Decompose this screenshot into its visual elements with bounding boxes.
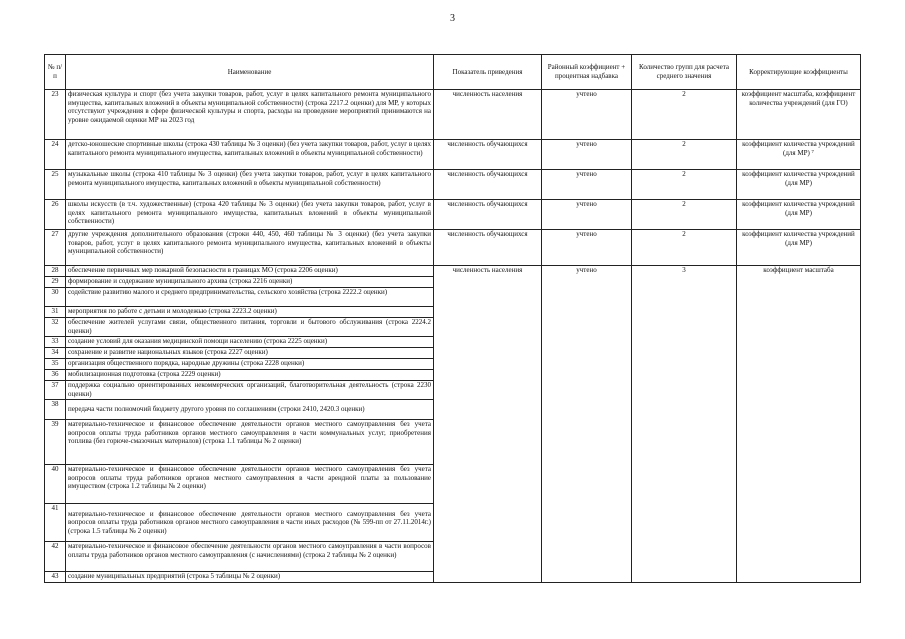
row-num: 39 — [45, 420, 66, 465]
header-indicator: Показатель приведения — [434, 55, 542, 90]
row-coefficient: учтено — [542, 230, 632, 266]
row-name: детско-юношеские спортивные школы (строка 430 таблицы № 3 оценки) (без учета закупки товаров, работ, услуг в целях капитального ремонта муниципального имущества, капитальных вложений в объекты муниципальной собственности) — [66, 140, 434, 170]
row-num: 36 — [45, 370, 66, 381]
row-num: 25 — [45, 170, 66, 200]
row-name: передача части полномочий бюджету другого уровня по соглашениям (строки 2410, 2420.3 оценки) — [66, 400, 434, 420]
row-name: организация общественного порядка, народные дружины (строка 2228 оценки) — [66, 359, 434, 370]
row-num: 42 — [45, 542, 66, 572]
row-groups: 2 — [632, 140, 737, 170]
row-groups: 2 — [632, 90, 737, 140]
row-groups: 3 — [632, 266, 737, 583]
row-indicator: численность обучающихся — [434, 230, 542, 266]
row-name: музыкальные школы (строка 410 таблицы № 3 оценки) (без учета закупки товаров, работ, услуг в целях капитального ремонта муниципального имущества, капитальных вложений в объекты муниципальной собственности) — [66, 170, 434, 200]
row-num: 38 — [45, 400, 66, 420]
row-name: формирование и содержание муниципального архива (строка 2216 оценки) — [66, 277, 434, 288]
row-adjusting: коэффициент масштаба, коэффициент количества учреждений (для ГО) — [737, 90, 861, 140]
row-groups: 2 — [632, 230, 737, 266]
row-name: другие учреждения дополнительного образования (строки 440, 450, 460 таблицы № 3 оценки) (без учета закупки товаров, работ, услуг в целях капитального ремонта муниципального имущества, капитальных вложений в объекты муниципальной собственности) — [66, 230, 434, 266]
row-coefficient: учтено — [542, 140, 632, 170]
row-name: материально-техническое и финансовое обеспечение деятельности органов местного самоуправления без учета вопросов оплаты труда работников органов местного самоуправления в части иных расходов (№ 599-пп от 27.11.2014г.) (строка 1.5 таблицы № 2 оценки) — [66, 504, 434, 542]
row-num: 23 — [45, 90, 66, 140]
row-name: создание условий для оказания медицинской помощи населению (строка 2225 оценки) — [66, 337, 434, 348]
row-indicator: численность населения — [434, 90, 542, 140]
header-coefficient: Районный коэффициент + процентная надбавка — [542, 55, 632, 90]
row-num: 29 — [45, 277, 66, 288]
header-name: Наименование — [66, 55, 434, 90]
row-num: 43 — [45, 572, 66, 583]
table-row — [45, 170, 861, 200]
table-row — [45, 230, 861, 266]
row-name: мобилизационная подготовка (строка 2229 оценки) — [66, 370, 434, 381]
row-num: 32 — [45, 318, 66, 337]
row-coefficient: учтено — [542, 90, 632, 140]
row-num: 41 — [45, 504, 66, 542]
row-adjusting: коэффициент масштаба — [737, 266, 861, 583]
row-adjusting: коэффициент количества учреждений (для МР) ⁷ — [737, 140, 861, 170]
row-num: 31 — [45, 307, 66, 318]
table-row — [45, 140, 861, 170]
row-indicator: численность обучающихся — [434, 200, 542, 230]
row-num: 37 — [45, 381, 66, 400]
row-name: материально-техническое и финансовое обеспечение деятельности органов местного самоуправления без учета вопросов оплаты труда работников органов местного самоуправления в части арендной платы за пользование имуществом (строка 1.2 таблицы № 2 оценки) — [66, 465, 434, 504]
row-num: 33 — [45, 337, 66, 348]
row-adjusting: коэффициент количества учреждений (для МР) — [737, 200, 861, 230]
row-coefficient: учтено — [542, 266, 632, 583]
row-num: 24 — [45, 140, 66, 170]
table-row — [45, 90, 861, 140]
row-num: 34 — [45, 348, 66, 359]
row-name: мероприятия по работе с детьми и молодежью (строка 2223.2 оценки) — [66, 307, 434, 318]
row-name: поддержка социально ориентированных некоммерческих организаций, благотворительная деятельность (строка 2230 оценки) — [66, 381, 434, 400]
page-number: 3 — [450, 13, 455, 24]
row-num: 30 — [45, 288, 66, 307]
table-row — [45, 200, 861, 230]
row-groups: 2 — [632, 200, 737, 230]
row-num: 28 — [45, 266, 66, 277]
row-adjusting: коэффициент количества учреждений (для МР) — [737, 170, 861, 200]
row-adjusting: коэффициент количества учреждений (для МР) — [737, 230, 861, 266]
row-name: материально-техническое и финансовое обеспечение деятельности органов местного самоуправления в части вопросов оплаты труда работников органов местного самоуправления (с начислениями) (строка 2 таблицы № 2 оценки) — [66, 542, 434, 572]
row-num: 27 — [45, 230, 66, 266]
row-name: обеспечение жителей услугами связи, общественного питания, торговли и бытового обслуживания (строка 2224.2 оценки) — [66, 318, 434, 337]
row-num: 40 — [45, 465, 66, 504]
row-name: физическая культура и спорт (без учета закупки товаров, работ, услуг в целях капитального ремонта муниципального имущества, капитальных вложений в объекты муниципальной собственности) (строка 2217.2 оценки) для МР, у которых отсутствуют учреждения в сфере физической культуры и спорта, расходы на проведение мероприятий принимаются на уровне ожидаемой оценки МР на 2023 год — [66, 90, 434, 140]
header-num: № п/п — [45, 55, 66, 90]
header-adjusting: Корректирующие коэффициенты — [737, 55, 861, 90]
row-num: 35 — [45, 359, 66, 370]
row-num: 26 — [45, 200, 66, 230]
row-name: содействие развитию малого и среднего предпринимательства, сельского хозяйства (строка 2222.2 оценки) — [66, 288, 434, 307]
row-indicator: численность обучающихся — [434, 170, 542, 200]
row-name: обеспечение первичных мер пожарной безопасности в границах МО (строка 2206 оценки) — [66, 266, 434, 277]
row-coefficient: учтено — [542, 170, 632, 200]
row-name: школы искусств (в т.ч. художественные) (строка 420 таблицы № 3 оценки) (без учета закупки товаров, работ, услуг в целях капитального ремонта муниципального имущества, капитальных вложений в объекты муниципальной собственности) — [66, 200, 434, 230]
row-groups: 2 — [632, 170, 737, 200]
table-row — [45, 266, 861, 277]
row-indicator: численность населения — [434, 266, 542, 583]
row-name: материально-техническое и финансовое обеспечение деятельности органов местного самоуправления без учета вопросов оплаты труда работников органов местного самоуправления в части коммунальных услуг, приобретения топлива (без горюче-смазочных материалов) (строка 1.1 таблицы № 2 оценки) — [66, 420, 434, 465]
coefficients-table — [44, 54, 861, 583]
row-name: сохранение и развитие национальных языков (строка 2227 оценки) — [66, 348, 434, 359]
table-header-row — [45, 55, 861, 90]
row-indicator: численность обучающихся — [434, 140, 542, 170]
row-coefficient: учтено — [542, 200, 632, 230]
header-groups: Количество групп для расчета среднего значения — [632, 55, 737, 90]
row-name: создание муниципальных предприятий (строка 5 таблицы № 2 оценки) — [66, 572, 434, 583]
